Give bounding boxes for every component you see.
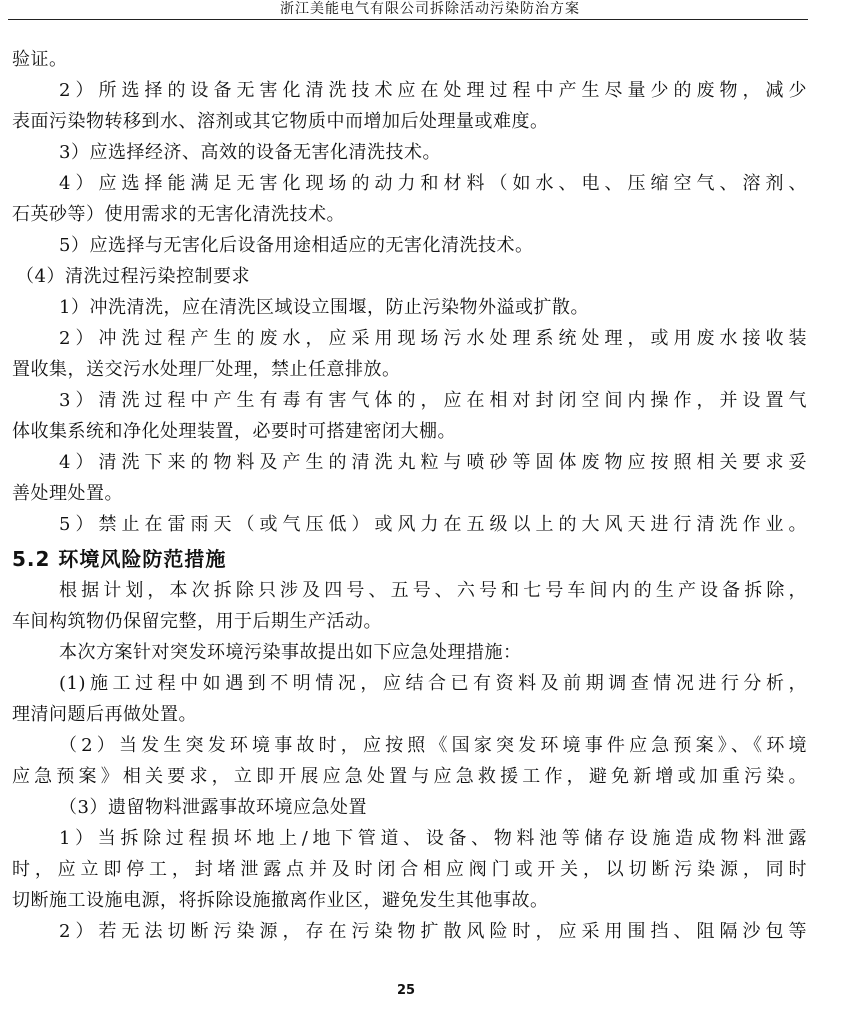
text-line: 善处理处置。 [12,483,123,504]
text-line: 3）应选择经济、高效的设备无害化清洗技术。 [59,142,441,163]
paragraph-block [12,44,807,540]
text-line: 5）禁止在雷雨天（或气压低）或风力在五级以上的大风天进行清洗作业。 [59,514,807,535]
text-line: （4）清洗过程污染控制要求 [16,266,250,287]
page-header: 浙江美能电气有限公司拆除活动污染防治方案 [280,1,580,17]
text-line: 置收集，送交污水处理厂处理，禁止任意排放。 [12,359,401,380]
text-line: 切断施工设施电源，将拆除设施撤离作业区，避免发生其他事故。 [12,890,549,911]
document-body [12,44,807,947]
text-line: 4）清洗下来的物料及产生的清洗丸粒与喷砂等固体废物应按照相关要求妥 [59,452,807,473]
text-line: 石英砂等）使用需求的无害化清洗技术。 [12,204,345,225]
text-line: 应急预案》相关要求，立即开展应急处置与应急救援工作，避免新增或加重污染。 [12,766,807,787]
text-line: 1）冲洗清洗，应在清洗区域设立围堰，防止污染物外溢或扩散。 [59,297,589,318]
text-line: 时，应立即停工，封堵泄露点并及时闭合相应阀门或开关，以切断污染源，同时 [12,859,807,880]
text-line: 理清问题后再做处置。 [12,704,197,725]
text-line: 根据计划，本次拆除只涉及四号、五号、六号和七号车间内的生产设备拆除， [59,580,807,601]
text-line: 体收集系统和净化处理装置，必要时可搭建密闭大棚。 [12,421,456,442]
paragraph-block [12,575,807,947]
text-line: 车间构筑物仍保留完整，用于后期生产活动。 [12,611,382,632]
text-line: 3）清洗过程中产生有毒有害气体的，应在相对封闭空间内操作，并设置气 [59,390,807,411]
text-line: （3）遗留物料泄露事故环境应急处置 [59,797,367,818]
text-line: 本次方案针对突发环境污染事故提出如下应急处理措施： [59,642,522,663]
section-heading: 5.2 环境风险防范措施 [12,547,227,571]
text-line: 2）冲洗过程产生的废水，应采用现场污水处理系统处理，或用废水接收装 [59,328,807,349]
text-line: 验证。 [12,49,68,70]
text-line: 2）所选择的设备无害化清洗技术应在处理过程中产生尽量少的废物，减少 [59,80,807,101]
text-line: 1）当拆除过程损坏地上/地下管道、设备、物料池等储存设施造成物料泄露 [59,828,807,849]
text-line: (1)施工过程中如遇到不明情况，应结合已有资料及前期调查情况进行分析， [59,673,807,694]
text-line: 5）应选择与无害化后设备用途相适应的无害化清洗技术。 [59,235,534,256]
text-line: （2）当发生突发环境事故时，应按照《国家突发环境事件应急预案》、《环境 [59,735,807,756]
page-number: 25 [396,983,416,998]
text-line: 4）应选择能满足无害化现场的动力和材料（如水、电、压缩空气、溶剂、 [59,173,807,194]
header-divider [8,19,808,20]
text-line: 2）若无法切断污染源，存在污染物扩散风险时，应采用围挡、阻隔沙包等 [59,921,807,942]
text-line: 表面污染物转移到水、溶剂或其它物质中而增加后处理量或难度。 [12,111,549,132]
